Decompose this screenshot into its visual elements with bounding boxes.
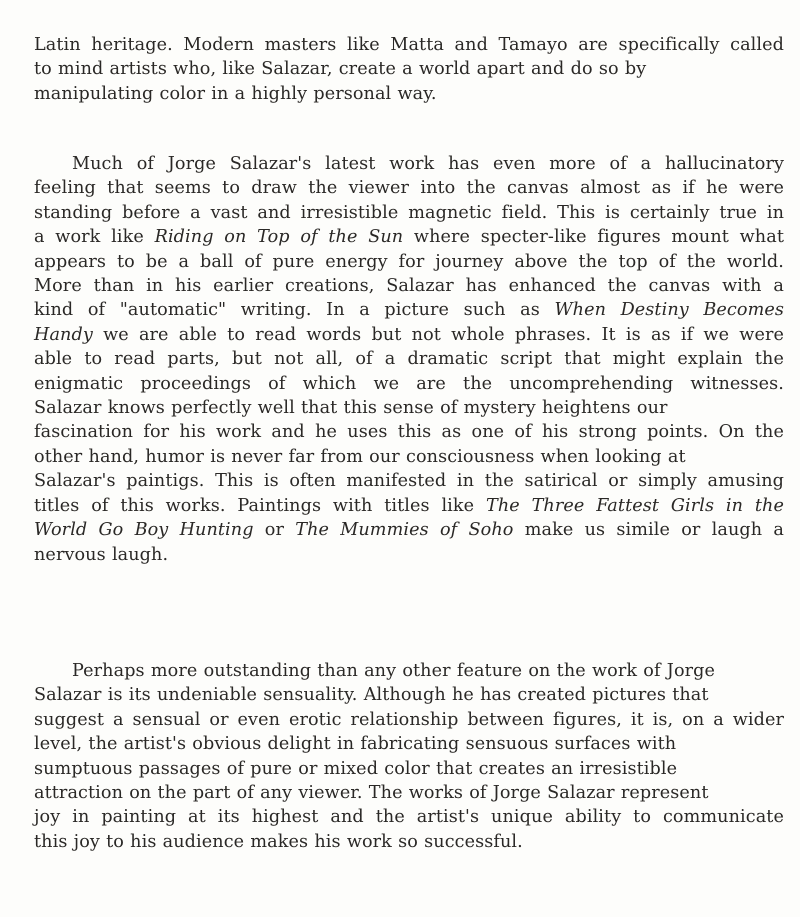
paragraph-line: More than in his earlier creations, Salazar has enhanced the canvas with a	[34, 276, 784, 297]
paragraph-3	[34, 659, 784, 854]
paragraph-line: manipulating color in a highly personal way.	[34, 83, 437, 104]
artwork-title: When Destiny Becomes	[554, 300, 784, 321]
paragraph-line: other hand, humor is never far from our consciousness when looking at	[34, 446, 686, 467]
paragraph-line: Salazar is its undeniable sensuality. Although he has created pictures that	[34, 685, 709, 706]
artwork-title: The Three Fattest Girls in the	[486, 495, 785, 516]
paragraph-line: titles of this works. Paintings with titles like The Three Fattest Girls in the	[34, 495, 785, 516]
paragraph-line: suggest a sensual or even erotic relationship between figures, it is, on a wider	[34, 709, 784, 730]
paragraph-line: this joy to his audience makes his work so successful.	[34, 831, 523, 852]
paragraph-line: Perhaps more outstanding than any other feature on the work of Jorge	[72, 661, 716, 681]
artwork-title: World Go Boy Hunting	[34, 520, 254, 541]
paragraph-line: kind of "automatic" writing. In a picture such as When Destiny Becomes	[34, 300, 784, 321]
paragraph-line: able to read parts, but not all, of a dramatic script that might explain the	[34, 349, 784, 370]
paragraph-line: joy in painting at its highest and the artist's unique ability to communicate	[34, 807, 784, 828]
paragraph-line: Much of Jorge Salazar's latest work has even more of a hallucinatory	[72, 154, 784, 174]
paragraph-line: appears to be a ball of pure energy for journey above the top of the world.	[34, 251, 784, 272]
paragraph-line: level, the artist's obvious delight in fabricating sensuous surfaces with	[34, 734, 677, 755]
paragraph-line: Salazar's paintigs. This is often manifested in the satirical or simply amusing	[34, 471, 784, 492]
paragraph-line: Latin heritage. Modern masters like Matta and Tamayo are specifically called	[34, 35, 784, 55]
paragraph-2	[34, 152, 784, 567]
paragraph-line: sumptuous passages of pure or mixed color that creates an irresistible	[34, 758, 678, 779]
paragraph-line: a work like Riding on Top of the Sun where specter-like figures mount what	[34, 227, 784, 248]
paragraph-line: Salazar knows perfectly well that this sense of mystery heightens our	[34, 398, 668, 419]
paragraph-line: nervous laugh.	[34, 544, 169, 565]
paragraph-line: standing before a vast and irresistible magnetic field. This is certainly true in	[34, 202, 784, 223]
paragraph-1	[34, 33, 784, 106]
paragraph-line: Handy we are able to read words but not whole phrases. It is as if we were	[34, 324, 784, 345]
artwork-title: Riding on Top of the Sun	[154, 227, 404, 248]
paragraph-line: attraction on the part of any viewer. The works of Jorge Salazar represent	[34, 783, 709, 804]
paragraph-line: enigmatic proceedings of which we are the uncomprehending witnesses.	[34, 373, 784, 394]
paragraph-line: World Go Boy Hunting or The Mummies of Soho make us simile or laugh a	[34, 520, 784, 541]
artwork-title: Handy	[34, 324, 93, 345]
paragraph-line: fascination for his work and he uses this as one of his strong points. On the	[34, 422, 784, 443]
artwork-title: The Mummies of Soho	[295, 520, 514, 541]
paragraph-line: feeling that seems to draw the viewer into the canvas almost as if he were	[34, 178, 784, 199]
paragraph-line: to mind artists who, like Salazar, create a world apart and do so by	[34, 59, 647, 80]
